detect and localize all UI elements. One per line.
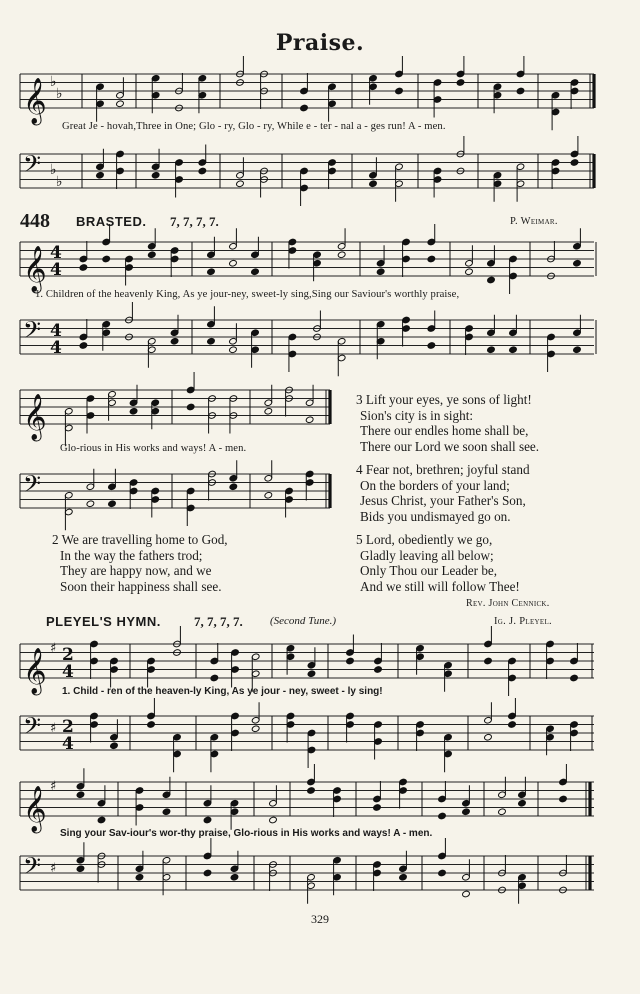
- svg-text:♭: ♭: [56, 86, 63, 102]
- pleyel-bass-staff-1: [20, 712, 598, 756]
- doxology-treble-staff: [20, 70, 598, 124]
- composer-pleyel: Ig. J. Pleyel.: [494, 616, 552, 627]
- svg-text:2: 2: [62, 717, 74, 737]
- doxology-lyrics: Great Je - hovah,Three in One; Glo - ry, Glo - ry, While e - ter - nal a - ges run! A - men.: [62, 121, 446, 132]
- doxology-bass-staff: [20, 150, 598, 194]
- svg-text:♭: ♭: [50, 162, 57, 178]
- tune-name-brasted: BRASTED.: [76, 214, 147, 229]
- svg-text:♯: ♯: [50, 861, 57, 876]
- svg-text:𝄢: 𝄢: [23, 712, 42, 745]
- verse-3: 3 Lift your eyes, ye sons of light! Sion's city is in sight: There our endles home shall be, There our Lord we soon shall see.: [356, 392, 540, 454]
- pleyel-treble-staff-2: [20, 778, 598, 832]
- svg-text:𝄞: 𝄞: [23, 246, 47, 292]
- second-tune-note: (Second Tune.): [270, 615, 336, 627]
- meter-pleyel: 7, 7, 7, 7.: [194, 614, 243, 629]
- page-number: 329: [311, 912, 329, 926]
- svg-text:♭: ♭: [56, 174, 63, 190]
- svg-text:𝄢: 𝄢: [23, 470, 42, 503]
- svg-text:𝄞: 𝄞: [23, 78, 47, 124]
- verse-5: 5 Lord, obediently we go, Gladly leaving all below; Only Thou our Leader be, And we still will follow Thee!: [356, 532, 520, 594]
- hymn-number: 448: [20, 210, 50, 232]
- pleyel-lyrics-line-1: 1. Child - ren of the heaven-ly King, As ye jour - ney, sweet - ly sing!: [62, 686, 383, 697]
- brasted-lyrics-line-2: Glo-rious in His works and ways! A - men.: [60, 443, 247, 454]
- tune-name-pleyel: PLEYEL'S HYMN.: [46, 614, 161, 629]
- svg-text:𝄞: 𝄞: [23, 394, 47, 440]
- meter-brasted: 7, 7, 7, 7.: [170, 214, 219, 229]
- pleyel-lyrics-line-2: Sing your Sav-iour's wor-thy praise, Glo-rious in His works and ways! A - men.: [60, 828, 433, 839]
- composer-weimar: P. Weimar.: [510, 216, 558, 227]
- svg-text:♯: ♯: [50, 779, 57, 794]
- svg-text:𝄢: 𝄢: [23, 150, 42, 183]
- pleyel-bass-staff-2: [20, 852, 598, 896]
- svg-text:𝄢: 𝄢: [23, 316, 42, 349]
- verse-2: 2 We are travelling home to God, In the way the fathers trod; They are happy now, and we Soon their happiness shall see.: [52, 532, 228, 594]
- brasted-treble-staff-1: [20, 238, 598, 292]
- svg-text:4: 4: [62, 734, 74, 754]
- brasted-bass-staff-1: [20, 316, 598, 360]
- svg-text:♭: ♭: [50, 74, 57, 90]
- brasted-bass-staff-2: [20, 470, 334, 514]
- svg-text:2: 2: [62, 645, 74, 665]
- svg-text:𝄢: 𝄢: [23, 852, 42, 885]
- brasted-lyrics-line-1: 1. Children of the heavenly King, As ye jour-ney, sweet-ly sing,Sing our Saviour's worthly praise,: [35, 289, 460, 300]
- brasted-treble-staff-2: [20, 386, 334, 440]
- svg-text:4: 4: [50, 260, 62, 280]
- svg-text:𝄞: 𝄞: [23, 786, 47, 832]
- svg-text:4: 4: [50, 321, 62, 341]
- author-cennick: Rev. John Cennick.: [466, 598, 550, 609]
- svg-text:4: 4: [62, 662, 74, 682]
- svg-text:♯: ♯: [50, 721, 57, 736]
- svg-text:♯: ♯: [50, 641, 57, 656]
- svg-text:4: 4: [50, 338, 62, 358]
- page-title: Praise.: [275, 30, 365, 56]
- svg-text:4: 4: [50, 243, 62, 263]
- verse-4: 4 Fear not, brethren; joyful stand On the borders of your land; Jesus Christ, your Father's Son, Bids you undismayed go on.: [356, 462, 530, 524]
- svg-text:𝄞: 𝄞: [23, 648, 47, 694]
